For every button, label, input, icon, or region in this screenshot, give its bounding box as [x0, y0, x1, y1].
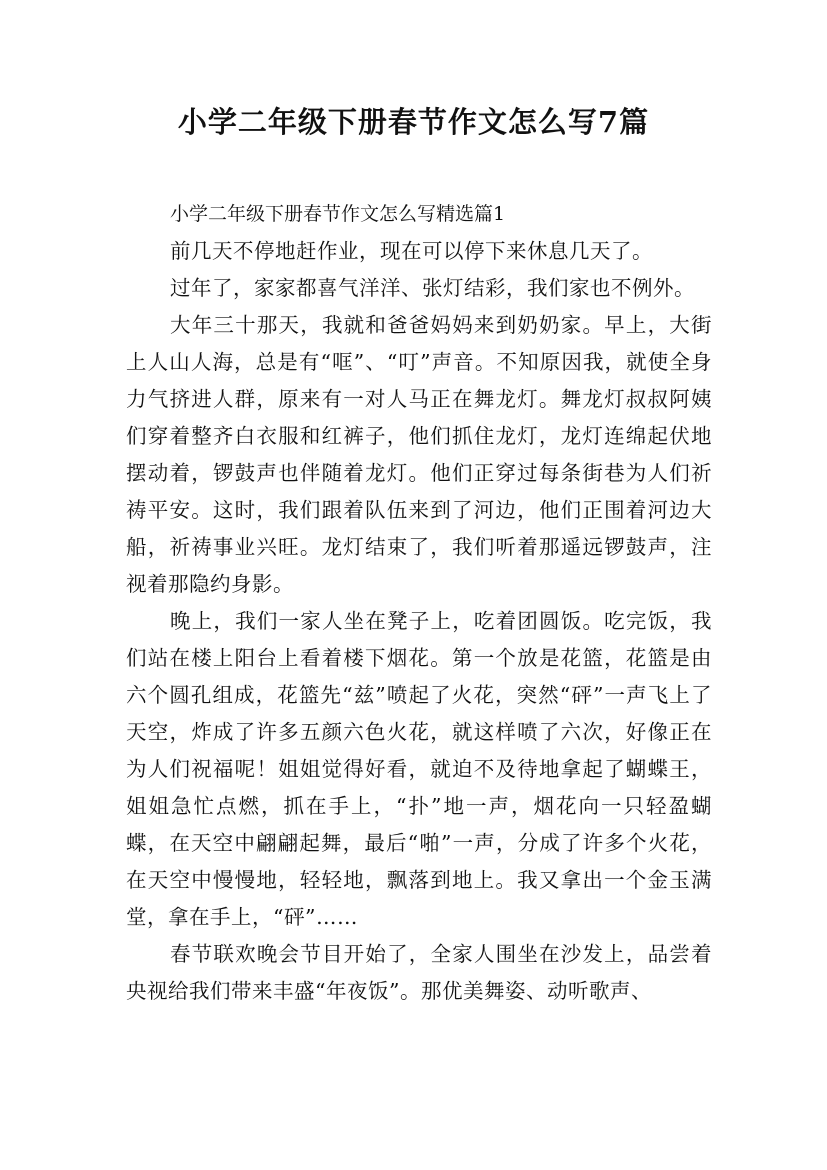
paragraph-2: 过年了，家家都喜气洋洋、张灯结彩，我们家也不例外。 [170, 276, 695, 300]
paragraph-5: 春节联欢晚会节目开始了，全家人围坐在沙发上，品尝着央视给我们带来丰盛“年夜饭”。那优美舞姿、动听歌声、 [126, 942, 712, 1003]
section-heading: 小学二年级下册春节作文怎么写精选篇1 [170, 203, 506, 225]
paragraph-1: 前几天不停地赶作业，现在可以停下来休息几天了。 [170, 239, 653, 263]
paragraph-4: 晚上，我们一家人坐在凳子上，吃着团圆饭。吃完饭，我们站在楼上阳台上看着楼下烟花。第一个放是花篮，花篮是由六个圆孔组成，花篮先“兹”喷起了火花，突然“砰”一声飞上了天空，炸成了许多五颜六色火花，就这样喷了六次，好像正在为人们祝福呢！姐姐觉得好看，就迫不及待地拿起了蝴蝶王，姐姐急忙点燃，抓在手上，“扑”地一声，烟花向一只轻盈蝴蝶，在天空中翩翩起舞，最后“啪”一声，分成了许多个火花，在天空中慢慢地，轻轻地，飘落到地上。我又拿出一个金玉满堂，拿在手上，“砰”…… [126, 609, 712, 929]
paragraph-3: 大年三十那天，我就和爸爸妈妈来到奶奶家。早上，大街上人山人海，总是有“哐”、“叮”声音。不知原因我，就使全身力气挤进人群，原来有一对人马正在舞龙灯。舞龙灯叔叔阿姨们穿着整齐白衣服和红裤子，他们抓住龙灯，龙灯连绵起伏地摆动着，锣鼓声也伴随着龙灯。他们正穿过每条街巷为人们祈祷平安。这时，我们跟着队伍来到了河边，他们正围着河边大船，祈祷事业兴旺。龙灯结束了，我们听着那遥远锣鼓声，注视着那隐约身影。 [126, 313, 712, 596]
document-body [126, 196, 712, 1010]
document-title: 小学二年级下册春节作文怎么写7篇 [177, 105, 650, 139]
